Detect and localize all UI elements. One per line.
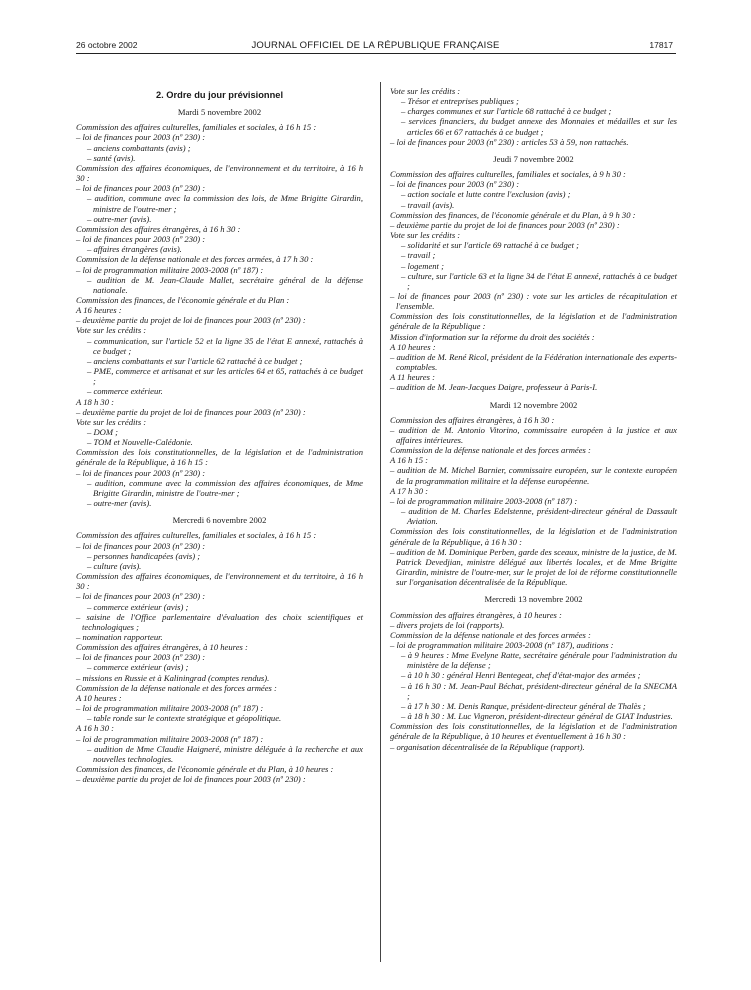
agenda-subitem: – services financiers, du budget annexe des Monnaies et médailles et sur les articles 66 et 67 rattachés à ce budget ; xyxy=(401,116,677,137)
agenda-subitem: – logement ; xyxy=(401,260,444,271)
agenda-item: – deuxième partie du projet de loi de finances pour 2003 (nº 230) : xyxy=(76,774,306,785)
agenda-item: – audition de M. René Ricol, président de la Fédération internationale des experts-comptables. xyxy=(390,351,677,373)
agenda-line: A 10 heures : xyxy=(390,341,436,352)
agenda-line: Vote sur les crédits : xyxy=(390,86,461,96)
commission-heading: Commission des affaires économiques, de l'environnement et du territoire, à 16 h 30 : xyxy=(76,162,363,184)
commission-heading: Commission des affaires étrangères, à 10 heures : xyxy=(76,642,248,653)
agenda-subitem: – anciens combattants et sur l'article 62 rattaché à ce budget ; xyxy=(87,355,303,366)
agenda-line: Commission des affaires étrangères, à 10 heures : xyxy=(390,609,562,620)
agenda-item: – nomination rapporteur. xyxy=(76,631,163,642)
agenda-item: – divers projets de loi (rapports). xyxy=(390,619,505,630)
agenda-subitem: – culture (avis). xyxy=(87,560,142,571)
agenda-line: Mission d'information sur la réforme du droit des sociétés : xyxy=(390,331,595,342)
agenda-subitem: – commerce extérieur (avis) ; xyxy=(87,601,189,612)
agenda-item: – organisation décentralisée de la République (rapport). xyxy=(390,741,585,752)
agenda-item: – saisine de l'Office parlementaire d'évaluation des choix scientifiques et technologiques ; xyxy=(76,611,363,632)
agenda-line: A 11 heures : xyxy=(390,372,435,383)
agenda-item: – audition de M. Michel Barnier, commissaire européen, sur le contexte européen de la programmation militaire et la défense européenne. xyxy=(390,465,677,486)
agenda-line: Commission des affaires culturelles, familiales et sociales, à 9 h 30 : xyxy=(390,169,626,180)
commission-heading: Commission des finances, de l'économie générale et du Plan : xyxy=(76,294,290,305)
agenda-line: A 16 heures : xyxy=(76,305,122,316)
agenda-line: Commission des affaires culturelles, familiales et sociales, à 16 h 15 : xyxy=(76,530,317,541)
agenda-line: A 16 h 30 : xyxy=(76,723,115,734)
agenda-subitem: – à 16 h 30 : M. Jean-Paul Béchat, président-directeur général de la SNECMA ; xyxy=(401,680,677,701)
agenda-subitem: – à 17 h 30 : M. Denis Ranque, président-directeur général de Thalès ; xyxy=(401,700,646,711)
commission-heading: Commission des affaires étrangères, à 16 h 30 : xyxy=(76,223,241,234)
commission-heading: Commission de la défense nationale et des forces armées : xyxy=(390,629,591,640)
agenda-item: – loi de programmation militaire 2003-2008 (nº 187) : xyxy=(76,264,264,275)
agenda-line: A 16 h 15 : xyxy=(390,455,429,466)
agenda-line: Commission des affaires étrangères, à 16 h 30 : xyxy=(390,414,555,425)
agenda-item: – loi de finances pour 2003 (nº 230) : xyxy=(76,591,206,602)
agenda-line: A 17 h 30 : xyxy=(390,485,429,496)
agenda-subitem: – affaires étrangères (avis). xyxy=(87,244,182,255)
agenda-item: – loi de finances pour 2003 (nº 230) : xyxy=(76,132,206,143)
agenda-subitem: – audition, commune avec la commission des lois, de Mme Brigitte Girardin, ministre de l'outre-mer ; xyxy=(87,193,363,214)
right-column xyxy=(390,86,677,752)
agenda-subitem: – à 18 h 30 : M. Luc Vigneron, président-directeur général de GIAT Industries. xyxy=(401,711,673,722)
agenda-item: – deuxième partie du projet de loi de finances pour 2003 (nº 230) : xyxy=(76,406,306,417)
column-separator xyxy=(380,82,381,962)
header-title: JOURNAL OFFICIEL DE LA RÉPUBLIQUE FRANÇAISE xyxy=(251,40,500,51)
agenda-subitem: – outre-mer (avis). xyxy=(87,498,152,509)
agenda-subitem: – audition, commune avec la commission des affaires économiques, de Mme Brigitte Girardin, ministre de l'outre-mer ; xyxy=(87,477,363,498)
agenda-subitem: – travail ; xyxy=(401,250,436,261)
agenda-line: Vote sur les crédits : xyxy=(390,230,461,241)
agenda-line: A 10 heures : xyxy=(76,692,122,703)
agenda-subitem: – audition de Mme Claudie Haigneré, ministre déléguée à la recherche et aux nouvelles technologies. xyxy=(87,743,363,764)
agenda-subitem: – culture, sur l'article 63 et la ligne 34 de l'état E annexé, rattachés à ce budget ; xyxy=(401,270,677,291)
header-rule xyxy=(76,53,676,54)
agenda-subitem: – à 9 heures : Mme Evelyne Ratte, secrétaire générale pour l'administration du ministère de la défense ; xyxy=(401,650,677,671)
agenda-subitem: – à 10 h 30 : général Henri Bentegeat, chef d'état-major des armées ; xyxy=(401,670,641,681)
agenda-item: – audition de M. Antonio Vitorino, commissaire européen à la justice et aux affaires intérieures. xyxy=(390,424,677,445)
agenda-subitem: – outre-mer (avis). xyxy=(87,213,152,224)
agenda-item: – deuxième partie du projet de loi de finances pour 2003 (nº 230) : xyxy=(76,315,306,326)
agenda-subitem: – audition de M. Charles Edelstenne, président-directeur général de Dassault Aviation. xyxy=(401,506,677,527)
header-page-number: 17817 xyxy=(649,40,673,50)
agenda-subitem: – audition de M. Jean-Claude Mallet, secrétaire général de la défense nationale. xyxy=(87,274,363,295)
agenda-item: – loi de finances pour 2003 (nº 230) : xyxy=(76,467,206,478)
agenda-item: – loi de finances pour 2003 (nº 230) : xyxy=(76,234,206,245)
commission-heading: Commission des finances, de l'économie générale et du Plan, à 9 h 30 : xyxy=(390,209,636,220)
day-heading: Mardi 5 novembre 2002 xyxy=(177,107,262,118)
agenda-item: – audition de M. Jean-Jacques Daigre, professeur à Paris-I. xyxy=(390,382,598,393)
commission-heading: Commission des lois constitutionnelles, de la législation et de l'administration générale de la République : xyxy=(390,311,677,332)
commission-heading: Commission de la défense nationale et des forces armées : xyxy=(76,682,277,693)
agenda-subitem: – commerce extérieur (avis) ; xyxy=(87,662,189,673)
agenda-subitem: – PME, commerce et artisanat et sur les articles 64 et 65, rattachés à ce budget ; xyxy=(87,366,363,387)
commission-heading: Commission de la défense nationale et des forces armées, à 17 h 30 : xyxy=(76,254,314,265)
agenda-item: – loi de finances pour 2003 (nº 230) : xyxy=(76,183,206,194)
day-heading: Mercredi 6 novembre 2002 xyxy=(172,515,267,526)
agenda-subitem: – charges communes et sur l'article 68 rattaché à ce budget ; xyxy=(401,106,612,117)
section-title: 2. Ordre du jour prévisionnel xyxy=(155,90,284,100)
day-heading: Mardi 12 novembre 2002 xyxy=(489,399,578,410)
agenda-item: – loi de finances pour 2003 (nº 230) : vote sur les articles de récapitulation et l'ensemble. xyxy=(390,290,677,312)
header-date: 26 octobre 2002 xyxy=(76,40,138,50)
commission-heading: Commission des lois constitutionnelles, de la législation et de l'administration générale de la République, à 16 h 30 : xyxy=(390,526,677,547)
agenda-subitem: – DOM ; xyxy=(87,427,119,437)
agenda-item: – deuxième partie du projet de loi de finances pour 2003 (nº 230) : xyxy=(390,219,620,230)
left-column xyxy=(76,82,363,784)
agenda-subitem: – anciens combattants (avis) ; xyxy=(87,142,191,153)
agenda-subitem: – personnes handicapées (avis) ; xyxy=(87,550,201,561)
commission-heading: Commission des finances, de l'économie générale et du Plan, à 10 heures : xyxy=(76,764,334,774)
agenda-item: – loi de finances pour 2003 (nº 230) : xyxy=(76,540,206,551)
agenda-item: – loi de finances pour 2003 (nº 230) : xyxy=(390,179,520,190)
day-heading: Mercredi 13 novembre 2002 xyxy=(484,594,583,605)
agenda-item: – loi de programmation militaire 2003-2008 (nº 187) : xyxy=(390,495,578,506)
agenda-item: – missions en Russie et à Kaliningrad (comptes rendus). xyxy=(76,672,270,683)
agenda-subitem: – table ronde sur le contexte stratégique et géopolitique. xyxy=(87,713,282,724)
commission-heading: Commission de la défense nationale et des forces armées : xyxy=(390,445,591,456)
agenda-line: Vote sur les crédits : xyxy=(76,416,147,427)
agenda-line: A 18 h 30 : xyxy=(76,396,115,407)
agenda-item: – loi de programmation militaire 2003-2008 (nº 187), auditions : xyxy=(390,639,614,650)
agenda-line: Vote sur les crédits : xyxy=(76,325,147,336)
agenda-subitem: – communication, sur l'article 52 et la ligne 35 de l'état E annexé, rattachés à ce budget ; xyxy=(87,335,363,356)
agenda-subitem: – santé (avis). xyxy=(87,152,136,163)
agenda-item: – audition de M. Dominique Perben, garde des sceaux, ministre de la justice, de M. Patrick Devedjian, ministre délégué aux libertés locales, et de Mme Brigitte Girardin, ministre de l'outre-mer, sur le projet de loi de réforme constitutionnelle sur l'organisation décentralisée de la République. xyxy=(390,546,677,588)
commission-heading: Commission des affaires économiques, de l'environnement et du territoire, à 16 h 30 : xyxy=(76,571,363,592)
agenda-line: Commission des affaires culturelles, familiales et sociales, à 16 h 15 : xyxy=(76,122,317,133)
agenda-subitem: – TOM et Nouvelle-Calédonie. xyxy=(87,437,193,448)
commission-heading: Commission des lois constitutionnelles, de la législation et de l'administration générale de la République, à 10 heures et éventuellement à 16 h 30 : xyxy=(390,721,677,742)
day-heading: Jeudi 7 novembre 2002 xyxy=(493,153,574,164)
agenda-subitem: – action sociale et lutte contre l'exclusion (avis) ; xyxy=(401,189,571,200)
agenda-item: – loi de finances pour 2003 (nº 230) : articles 53 à 59, non rattachés. xyxy=(390,136,629,147)
agenda-item: – loi de programmation militaire 2003-2008 (nº 187) : xyxy=(76,703,264,714)
agenda-subitem: – Trésor et entreprises publiques ; xyxy=(401,96,519,107)
agenda-subitem: – travail (avis). xyxy=(401,199,455,210)
agenda-subitem: – solidarité et sur l'article 69 rattaché à ce budget ; xyxy=(401,240,579,251)
agenda-item: – loi de programmation militaire 2003-2008 (nº 187) : xyxy=(76,733,264,744)
agenda-subitem: – commerce extérieur. xyxy=(87,386,163,397)
commission-heading: Commission des lois constitutionnelles, de la législation et de l'administration générale de la République, à 16 h 15 : xyxy=(76,447,363,468)
agenda-item: – loi de finances pour 2003 (nº 230) : xyxy=(76,652,206,663)
